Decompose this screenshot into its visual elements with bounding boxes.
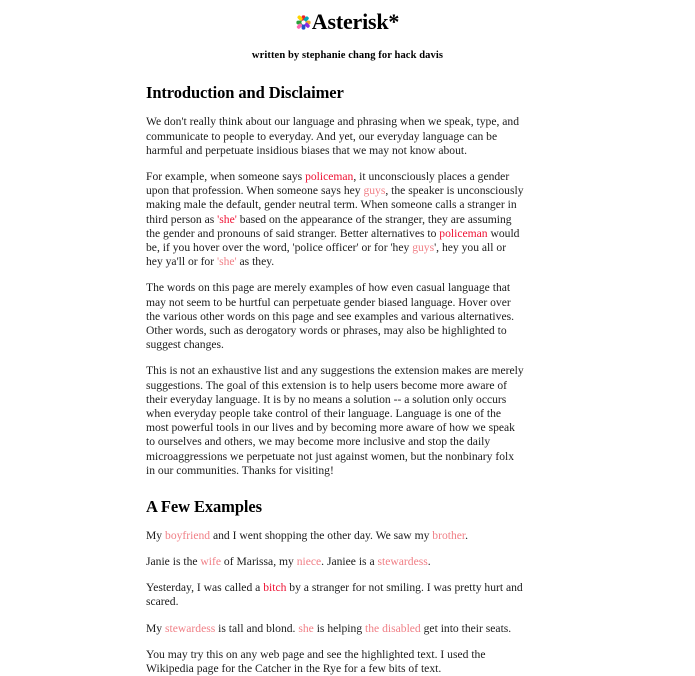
highlighted-word[interactable]: boyfriend	[165, 529, 210, 542]
section-body-examples	[146, 529, 525, 676]
highlighted-word[interactable]: policeman	[439, 227, 487, 240]
highlighted-word[interactable]: niece	[297, 555, 321, 568]
section-introduction	[146, 83, 525, 478]
section-heading-examples: A Few Examples	[146, 497, 525, 517]
example-line: My stewardess is tall and blond. she is helping the disabled get into their seats.	[146, 622, 525, 636]
highlighted-word[interactable]: brother	[432, 529, 465, 542]
content-wrap	[0, 83, 695, 676]
highlighted-word[interactable]: policeman	[305, 170, 353, 183]
example-line: You may try this on any web page and see the highlighted text. I used the Wikipedia page for the Catcher in the Rye for a few bits of text.	[146, 648, 525, 676]
section-heading-introduction: Introduction and Disclaimer	[146, 83, 525, 103]
highlighted-word[interactable]: the disabled	[365, 622, 421, 635]
rainbow-asterisk-icon	[296, 9, 311, 24]
body-paragraph: This is not an exhaustive list and any suggestions the extension makes are merely suggestions. The goal of this extension is to help users become more aware of their everyday language. It is by no means a solution -- a solution only occurs when everyday people take control of their language. Language is one of the most powerful tools in our lives and by becoming more aware of how we speak to ourselves and others, we may become more inclusive and stop the daily microaggressions we perpetuate not just against women, but the nonbinary folx in our communities. Thanks for visiting!	[146, 364, 525, 478]
body-paragraph: The words on this page are merely examples of how even casual language that may not seem to be hurtful can perpetuate gender biased language. Hover over the various other words on this page and see examples and various alternatives. Other words, such as derogatory words or phrases, may also be highlighted to suggest changes.	[146, 281, 525, 352]
body-paragraph: For example, when someone says policeman, it unconsciously places a gender upon that profession. When someone says hey guys, the speaker is unconsciously making male the default, gender neutral term. When someone calls a stranger in third person as 'she' based on the appearance of the stranger, they are assuming the gender and pronouns of said stranger. Better alternatives to policeman would be, if you hover over the word, 'police officer' or for 'hey guys', hey you all or hey ya'll or for 'she' as they.	[146, 170, 525, 269]
highlighted-word[interactable]: wife	[200, 555, 221, 568]
title-block	[0, 8, 695, 61]
byline: written by stephanie chang for hack davis	[0, 50, 695, 61]
example-line: Yesterday, I was called a bitch by a stranger for not smiling. I was pretty hurt and scared.	[146, 581, 525, 609]
page-title	[0, 8, 695, 36]
body-paragraph: We don't really think about our language and phrasing when we speak, type, and communicate to people to everyday. And yet, our everyday language can be harmful and perpetuate insidious biases that we may not know about.	[146, 115, 525, 158]
highlighted-word[interactable]: guys	[412, 241, 434, 254]
highlighted-word[interactable]: stewardess	[378, 555, 428, 568]
section-examples	[146, 497, 525, 676]
highlighted-word[interactable]: bitch	[263, 581, 286, 594]
example-line: My boyfriend and I went shopping the other day. We saw my brother.	[146, 529, 525, 543]
page-title-text: Asterisk*	[312, 9, 399, 34]
example-line: Janie is the wife of Marissa, my niece. Janiee is a stewardess.	[146, 555, 525, 569]
highlighted-word[interactable]: stewardess	[165, 622, 215, 635]
highlighted-word[interactable]: guys	[363, 184, 385, 197]
section-body-introduction	[146, 115, 525, 478]
highlighted-word[interactable]: 'she'	[217, 255, 237, 268]
highlighted-word[interactable]: 'she'	[217, 213, 237, 226]
highlighted-word[interactable]: she	[298, 622, 313, 635]
